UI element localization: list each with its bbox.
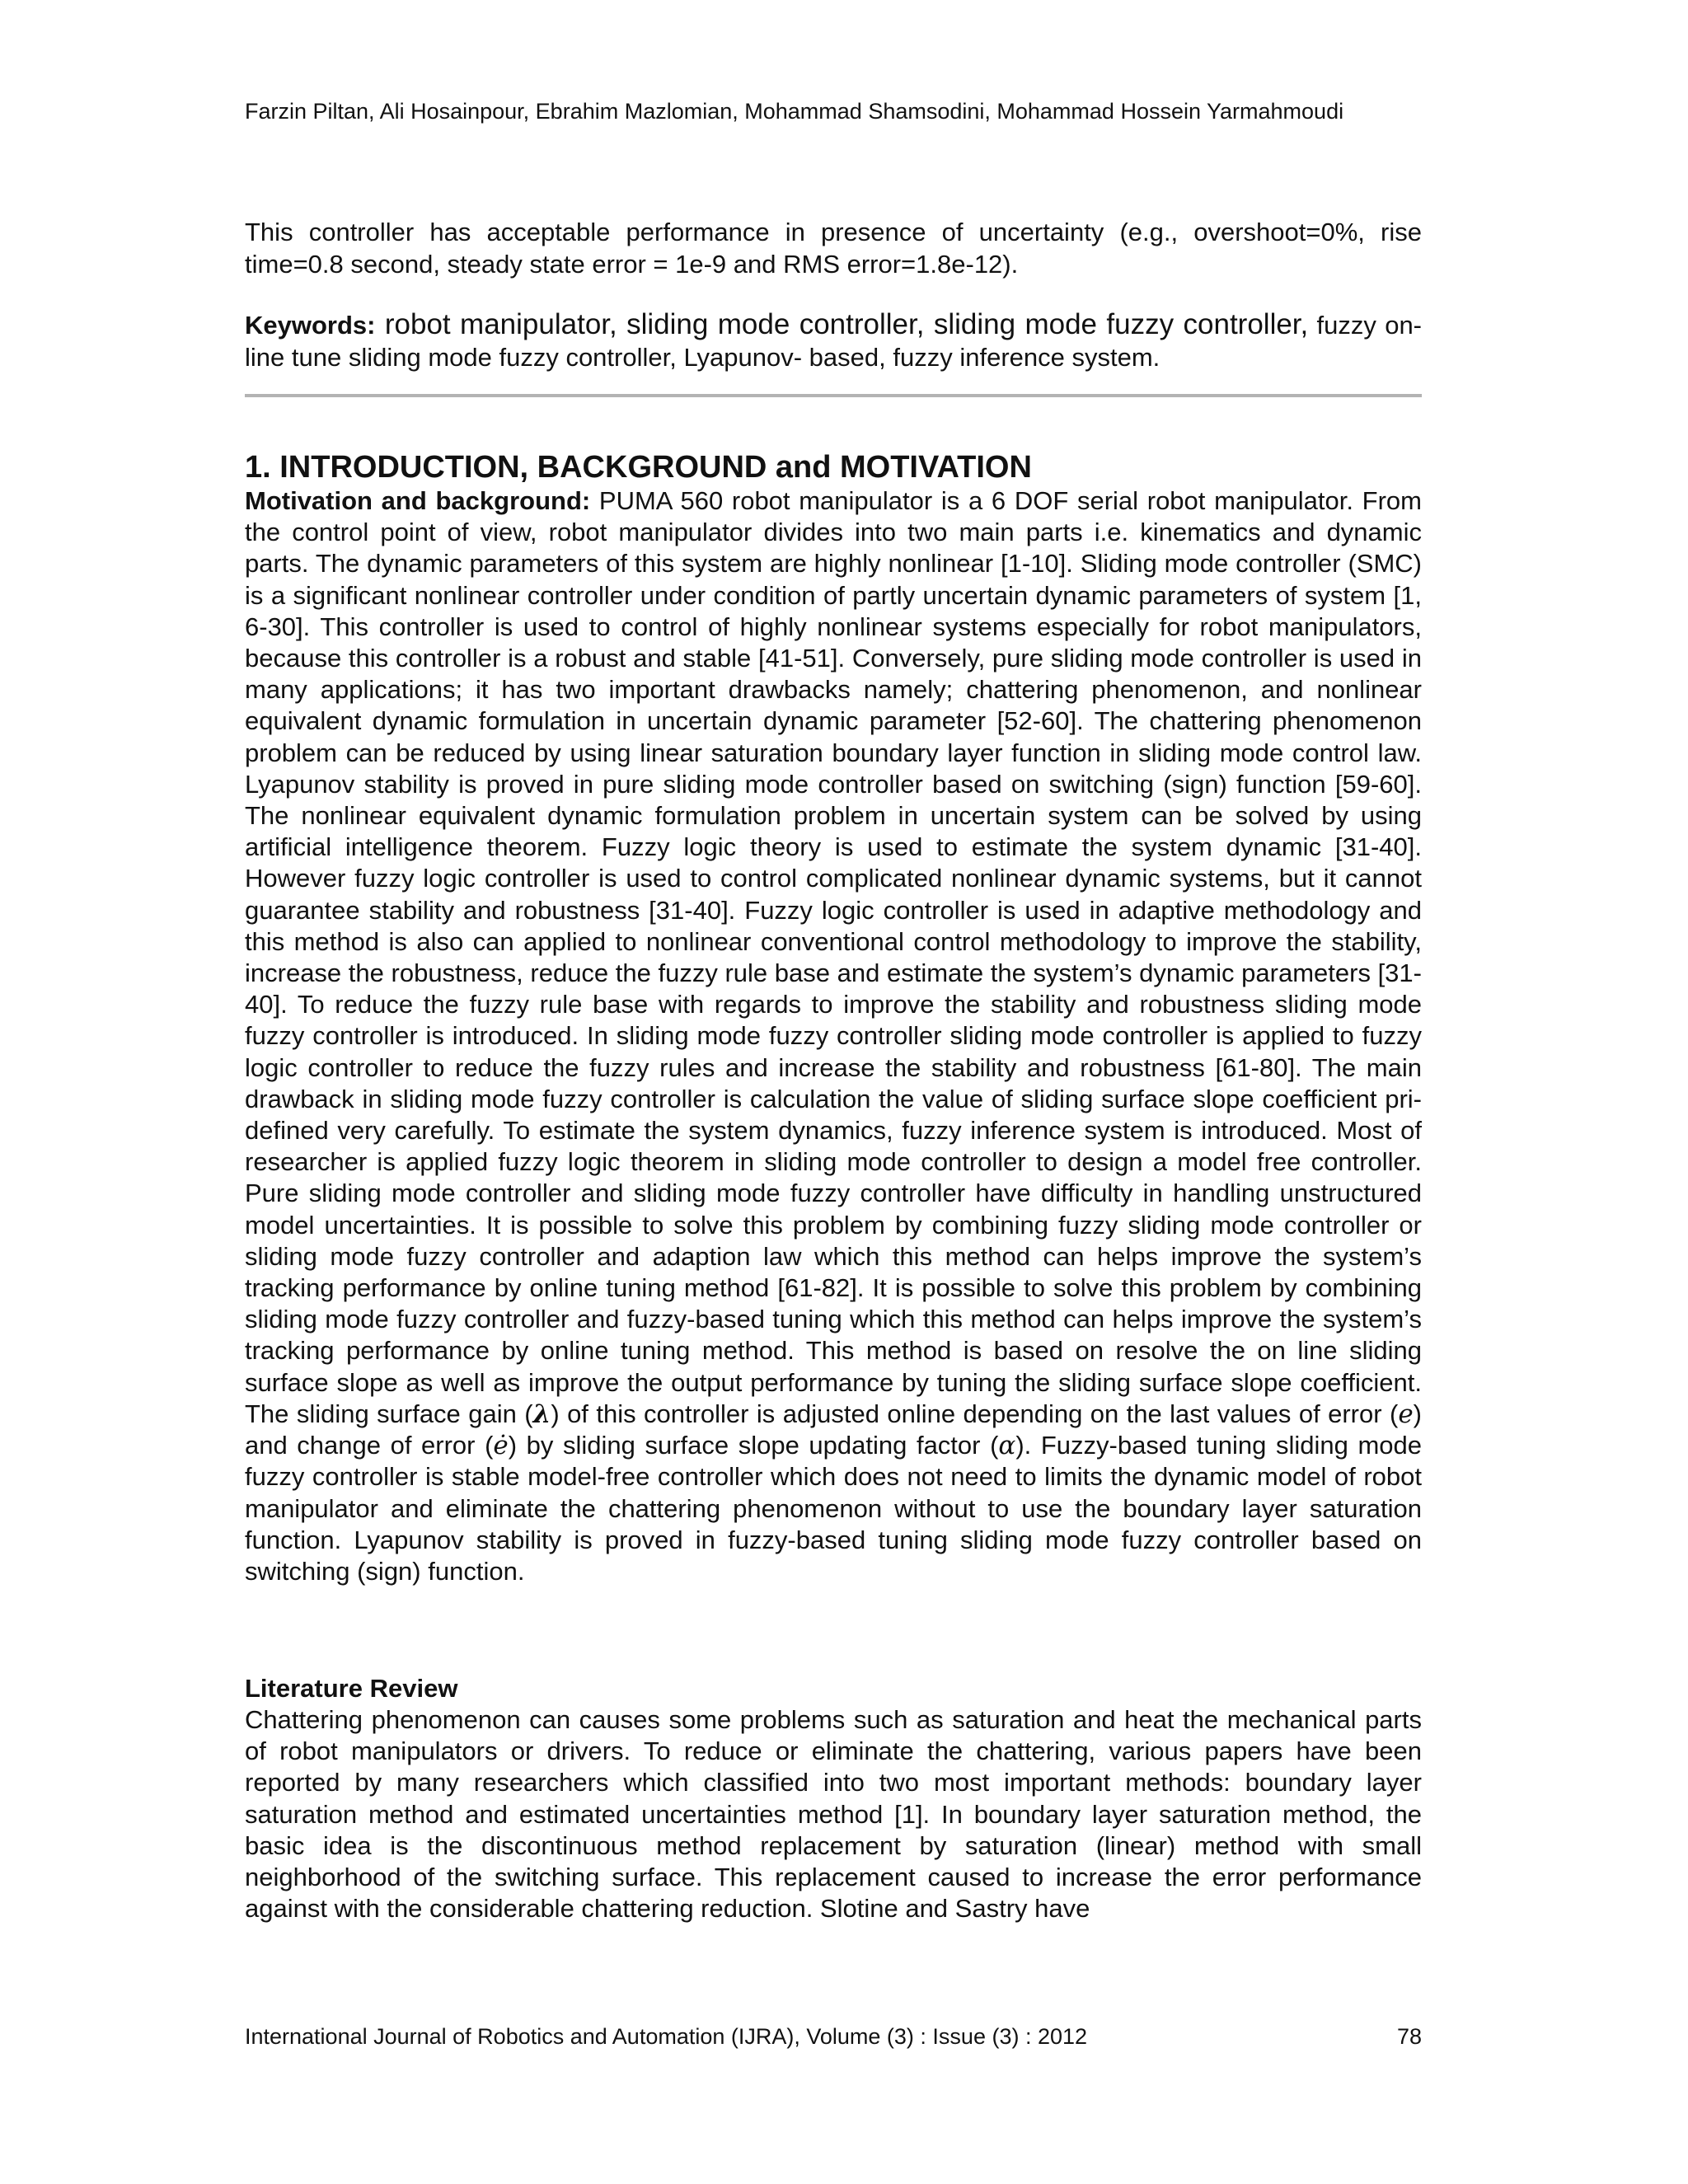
intro-text-part-5: ). Fuzzy-based tuning sliding mode fuzzy controller is stable model-free controller which does not need to limits the dynamic model of robot manipulator and eliminate the chattering phenomenon without to use the boundary layer saturation function. Lyapunov stability is proved in fuzzy-based tuning sliding mode fuzzy controller based on switching (sign) function. <box>245 1431 1422 1586</box>
intro-text-part-2: ) of this controller is adjusted online depending on the last values of error ( <box>551 1399 1399 1428</box>
section-divider <box>245 394 1422 397</box>
abstract-continuation: This controller has acceptable performance in presence of uncertainty (e.g., overshoot=0%, rise time=0.8 second, steady state error = 1e-9 and RMS error=1.8e-12). <box>245 218 1422 279</box>
subsection-heading-literature-review: Literature Review <box>245 1674 458 1703</box>
symbol-lambda: λ <box>532 1399 551 1429</box>
keywords-label: Keywords: <box>245 311 376 340</box>
keywords-text-rest: fuzzy on-line tune sliding mode fuzzy controller, Lyapunov- based, fuzzy inference system. <box>245 311 1423 372</box>
page-footer <box>245 2022 1422 2050</box>
keywords-paragraph <box>245 308 1422 373</box>
intro-text-part-4: ) by sliding surface slope updating factor ( <box>508 1431 999 1460</box>
symbol-error: e <box>1398 1399 1414 1429</box>
intro-text-part-1: PUMA 560 robot manipulator is a 6 DOF serial robot manipulator. From the control point of view, robot manipulator divides into two main parts i.e. kinematics and dynamic parts. The dynamic parameters of this system are highly nonlinear [1-10]. Sliding mode controller (SMC) is a significant nonlinear controller under condition of partly uncertain dynamic parameters of system [1, 6-30]. This controller is used to control of highly nonlinear systems especially for robot manipulators, because this controller is a robust and stable [41-51]. Conversely, pure sliding mode controller is used in many applications; it has two important drawbacks namely; chattering phenomenon, and nonlinear equivalent dynamic formulation in uncertain dynamic parameter [52-60]. The chattering phenomenon problem can be reduced by using linear saturation boundary layer function in sliding mode control law. Lyapunov stability is proved in pure sliding mode controller based on switching (sign) function [59-60]. The nonlinear equivalent dynamic formulation problem in uncertain system can be solved by using artificial intelligence theorem. Fuzzy logic theory is used to estimate the system dynamic [31-40]. However fuzzy logic controller is used to control complicated nonlinear dynamic systems, but it cannot guarantee stability and robustness [31-40]. Fuzzy logic controller is used in adaptive methodology and this method is also can applied to nonlinear conventional control methodology to improve the stability, increase the robustness, reduce the fuzzy rule base and estimate the system’s dynamic parameters [31-40]. To reduce the fuzzy rule base with regards to improve the stability and robustness sliding mode fuzzy controller is introduced. In sliding mode fuzzy controller sliding mode controller is applied to fuzzy logic controller to reduce the fuzzy rules and increase the stability and robustness [61-80]. The main drawback in sliding mode fuzzy controller is calculation the value of sliding surface slope coefficient pri-defined very carefully. To estimate the system dynamics, fuzzy inference system is introduced. Most of researcher is applied fuzzy logic theorem in sliding mode controller to design a model free controller. Pure sliding mode controller and sliding mode fuzzy controller have difficulty in handling unstructured model uncertainties. It is possible to solve this problem by combining fuzzy sliding mode controller or sliding mode fuzzy controller and adaption law which this method can helps improve the system’s tracking performance by online tuning method [61-82]. It is possible to solve this problem by combining sliding mode fuzzy controller and fuzzy-based tuning which this method can helps improve the system’s tracking performance by online tuning method. This method is based on resolve the on line sliding surface slope as well as improve the output performance by tuning the sliding surface slope coefficient. The sliding surface gain ( <box>245 486 1422 1428</box>
section-heading-introduction: 1. INTRODUCTION, BACKGROUND and MOTIVATION <box>245 450 1032 485</box>
literature-review-paragraph: Chattering phenomenon can causes some problems such as saturation and heat the mechanical parts of robot manipulators or drivers. To reduce or eliminate the chattering, various papers have been reported by many researchers which classified into two most important methods: boundary layer saturation method and estimated uncertainties method [1]. In boundary layer saturation method, the basic idea is the discontinuous method replacement by saturation (linear) method with small neighborhood of the switching surface. This replacement caused to increase the error performance against with the considerable chattering reduction. Slotine and Sastry have <box>245 1705 1422 1924</box>
symbol-error-derivative: ė <box>493 1431 509 1461</box>
introduction-paragraph <box>245 485 1422 1587</box>
running-header-authors: Farzin Piltan, Ali Hosainpour, Ebrahim Mazlomian, Mohammad Shamsodini, Mohammad Hossein Yarmahmoudi <box>245 99 1344 124</box>
motivation-lead-label: Motivation and background: <box>245 486 591 515</box>
symbol-alpha: α <box>998 1431 1016 1461</box>
keywords-text-primary: robot manipulator, sliding mode controller, sliding mode fuzzy controller, <box>375 308 1309 340</box>
footer-journal-citation: International Journal of Robotics and Automation (IJRA), Volume (3) : Issue (3) : 2012 <box>245 2024 1088 2049</box>
footer-page-number: 78 <box>1396 2024 1422 2049</box>
intro-text-part-3: ) and change of error ( <box>245 1399 1422 1460</box>
